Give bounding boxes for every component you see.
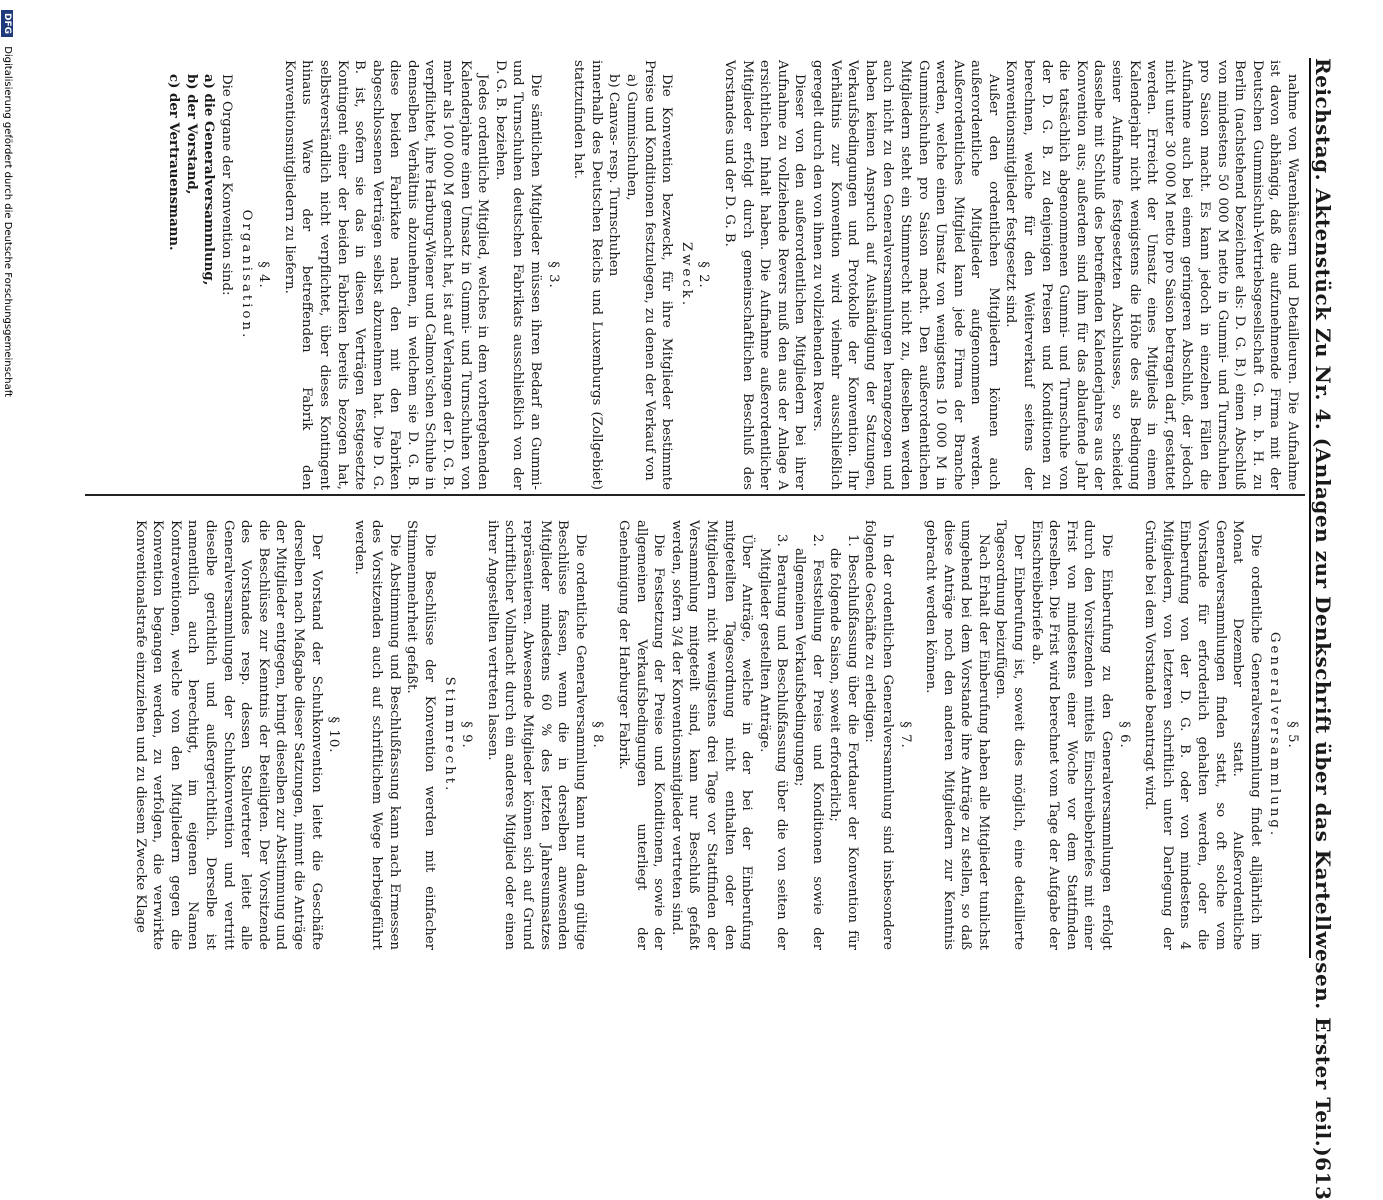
list-item: 1. Beschlußfassung über die Fortdauer der Konvention für die folgende Saison, soweit erforderlich; <box>827 534 860 950</box>
dfg-logo-icon: DFG <box>1 10 13 37</box>
section-number: § 3. <box>545 261 561 289</box>
list <box>605 60 640 490</box>
paragraph: Die sämtlichen Mitglieder müssen ihren Bedarf an Gummi- und Turnschuhen deutschen Fabrikats ausschließlich von der D. G. B. beziehen. <box>492 60 544 490</box>
list-item: b) Canvas- resp. Turnschuhen <box>606 74 622 277</box>
page-number: 613 <box>1311 1157 1335 1200</box>
paragraph: Die Konvention bezweckt, für ihre Mitglieder bestimmte Preise und Konditionen festzulegen, zu denen der Verkauf von <box>641 60 675 490</box>
left-column <box>165 60 1301 490</box>
paragraph: innerhalb des Deutschen Reichs und Luxemburgs (Zollgebiet) stattzufinden hat. <box>571 60 604 490</box>
section-number: § 10. <box>326 716 342 754</box>
section-title: Stimmrecht. <box>441 676 457 794</box>
section-number: § 5. <box>1285 721 1300 749</box>
list-item: a) die Generalversammlung, <box>201 74 217 286</box>
footer-text: Digitalisierung gefördert durch die Deutsche Forschungsgemeinschaft <box>2 46 13 398</box>
section-title: Organisation. <box>238 209 254 341</box>
paragraph: Der Einberufung ist, soweit dies möglich, eine detaillierte Tagesordnung beizufügen. <box>993 520 1027 950</box>
footer <box>1 10 13 990</box>
paragraph: Die Abstimmung und Beschlußfassung kann nach Ermessen des Vorsitzenden auch auf schriftlichem Wege herbeigeführt werden. <box>351 520 402 950</box>
section-number: § 7. <box>897 721 913 749</box>
section-number: § 8. <box>590 721 606 749</box>
section-number: § 6. <box>1116 721 1132 749</box>
header-title: Reichstag. Aktenstück Zu Nr. 4. (Anlagen zur Denkschrift über das Kartellwesen. Erster Teil.) <box>1311 58 1335 1158</box>
column-divider <box>85 494 1305 496</box>
section-number: § 2. <box>696 261 712 289</box>
paragraph: Außer den ordentlichen Mitgliedern können auch außerordentliche Mitglieder aufgenommen werden. Außerordentliches Mitglied kann jede Firma der Branche werden, welche einen Umsatz von wenigstens 10 000 M in Gummischuhen pro Saison macht. Den außerordentlichen Mitgliedern steht ein Stimmrecht nicht zu, dieselben werden auch nicht zu den Generalversammlungen herangezogen und haben keinen Anspruch auf Aushändigung der Satzungen, Verkaufsbedingungen und Protokolle der Konvention. Ihr Verhältnis zur Konvention wird vielmehr ausschließlich geregelt durch den von ihnen zu vollziehenden Revers. <box>809 60 1001 490</box>
right-column <box>131 520 1301 950</box>
list-item: 3. Beratung und Beschlußfassung über die von seiten der Mitglieder gestellten Anträge. <box>756 534 790 950</box>
paragraph: Nach Erhalt der Einberufung haben alle Mitglieder tunlichst umgehend bei dem Vorstande ihre Anträge zu stellen, so daß diese Anträge noch den anderen Mitgliedern zur Kenntnis gebracht werden können. <box>923 520 991 950</box>
section-number: § 4. <box>256 261 272 289</box>
list <box>755 520 861 950</box>
paragraph: Die Beschlüsse der Konvention werden mit einfacher Stimmenmehrheit gefaßt. <box>404 520 438 950</box>
paragraph: Die Festsetzung der Preise und Konditionen, sowie der allgemeinen Verkaufsbedingungen unterliegt der Genehmigung der Harburger Fabrik. <box>616 520 667 950</box>
page-header <box>1309 58 1353 1200</box>
paragraph: Dieser von den außerordentlichen Mitgliedern bei ihrer Aufnahme zu vollziehende Revers muß den aus der Anlage A ersichtlichen Inhalt haben. Die Aufnahme außerordentlicher Mitglieder erfolgt durch gemeinschaftlichen Beschluß des Vorstandes und der D. G. B. <box>722 60 808 490</box>
paragraph: Der Vorstand der Schuhkonvention leitet die Geschäfte derselben nach Maßgabe dieser Satzungen, nimmt die Anträge der Mitglieder entgegen, bringt dieselben zur Abstimmung und die Beschlüsse zur Kenntnis der Beteiligten. Der Vorsitzende des Vorstandes resp. dessen Stellvertreter leitet alle Generalversammlungen der Schuhkonvention und vertritt dieselbe gerichtlich und außergerichtlich. Derselbe ist namentlich auch berechtigt, im eigenen Namen Kontraventionen, welche von den Mitgliedern gegen die Konvention begangen werden, zu verfolgen, die verwirkte Konventionalstrafe einzuziehen und zu diesem Zwecke Klage <box>132 520 324 950</box>
paragraph: nahme von Warenhäusern und Detailleuren. Die Aufnahme ist davon abhängig, daß die aufzunehmende Firma mit der Deutschen Gummischuh-Vertriebsgesellschaft G. m. b. H. zu Berlin (nachstehend bezeichnet als: D. G. B.) einen Abschluß von mindestens 50 000 M netto in Gummi- und Turnschuhen pro Saison macht. Es kann jedoch in einzelnen Fällen die Aufnahme auch bei einem geringeren Abschluß, der jedoch nicht unter 30 000 M netto pro Saison betragen darf, gestattet werden. Erreicht der Umsatz eines Mitglieds in einem Kalenderjahr nicht wenigstens die Höhe des als Bedingung seiner Aufnahme festgesetzten Abschlusses, so scheidet dasselbe mit Schluß des betreffenden Kalenderjahres aus der Konvention aus; außerdem sind ihm für das ablaufende Jahr die tatsächlich abgenommenen Gummi- und Turnschuhe von der D. G. B. zu denjenigen Preisen und Konditionen zu berechnen, welche für den Weiterverkauf seitens der Konventionsmitglieder festgesetzt sind. <box>1003 60 1300 490</box>
paragraph: Die Organe der Konvention sind: <box>218 74 234 296</box>
paragraph: Die Einberufung zu den Generalversammlungen erfolgt durch den Vorsitzenden mittels Einschreibebriefes mit einer Frist von mindestens einer Woche vor dem Stattfinden derselben. Die Frist wird berechnet vom Tage der Aufgabe der Einschreibebriefe ab. <box>1028 520 1115 950</box>
section-number: § 9. <box>459 721 475 749</box>
list-item: a) Gummischuhen, <box>624 74 640 201</box>
list <box>165 60 218 490</box>
list-item: 2. Feststellung der Preise und Konditionen sowie der allgemeinen Verkaufsbedingungen; <box>791 534 825 950</box>
list-item: c) der Vertrauensmann. <box>166 74 182 251</box>
list-item: b) der Vorstand, <box>183 74 199 195</box>
paragraph: Über Anträge, welche in der bei der Einberufung mitgeteilten Tagesordnung nicht enthalten oder den Mitgliedern nicht wenigstens drei Tage vor Stattfinden der Versammlung mitgeteilt sind, kann nur Beschluß gefaßt werden, sofern 3/4 der Konventionsmitglieder vertreten sind. <box>668 520 755 950</box>
paragraph: In der ordentlichen Generalversammlung sind insbesondere folgende Geschäfte zu erledigen: <box>862 520 895 950</box>
section-title: Zweck. <box>678 241 694 309</box>
paragraph: Die ordentliche Generalversammlung kann nur dann gültige Beschlüsse fassen, wenn die in derselben anwesenden Mitglieder mindestens 60 % des letzten Jahresumsatzes repräsentieren. Abwesende Mitglieder können sich auf Grund schriftlicher Vollmacht durch ein anderes Mitglied oder einen ihrer Angestellten vertreten lassen. <box>484 520 588 950</box>
paragraph: Die ordentliche Generalversammlung findet alljährlich im Monat Dezember statt. Außerordentliche Generalversammlungen finden statt, so oft solche vom Vorstande für erforderlich gehalten werden, oder die Einberufung von der D. G. B. oder von mindestens 4 Mitgliedern, von letzteren schriftlich unter Darlegung der Gründe bei dem Vorstande beantragt wird. <box>1142 520 1263 950</box>
paragraph: Jedes ordentliche Mitglied, welches in dem vorhergehenden Kalenderjahre einen Umsatz in Gummi- und Turnschuhen von mehr als 100 000 M gemacht hat, ist auf Verlangen der D. G. B. verpflichtet, ihre Harburg-Wiener und Calmon'schen Schuhe in demselben Verhältnis abzunehmen, in welchem sie D. G. B. diese beiden Fabrikate nach den mit den Fabriken abgeschlossenen Verträgen selbst abzunehmen hat. Die D. G. B. ist, sofern sie das in diesen Verträgen festgesetzte Kontingent einer der beiden Fabriken bereits bezogen hat, selbstverständlich nicht verpflichtet, über dieses Kontingent hinaus Ware der betreffenden Fabrik den Konventionsmitgliedern zu liefern. <box>281 60 491 490</box>
section-title: Generalversammlung. <box>1267 631 1283 839</box>
